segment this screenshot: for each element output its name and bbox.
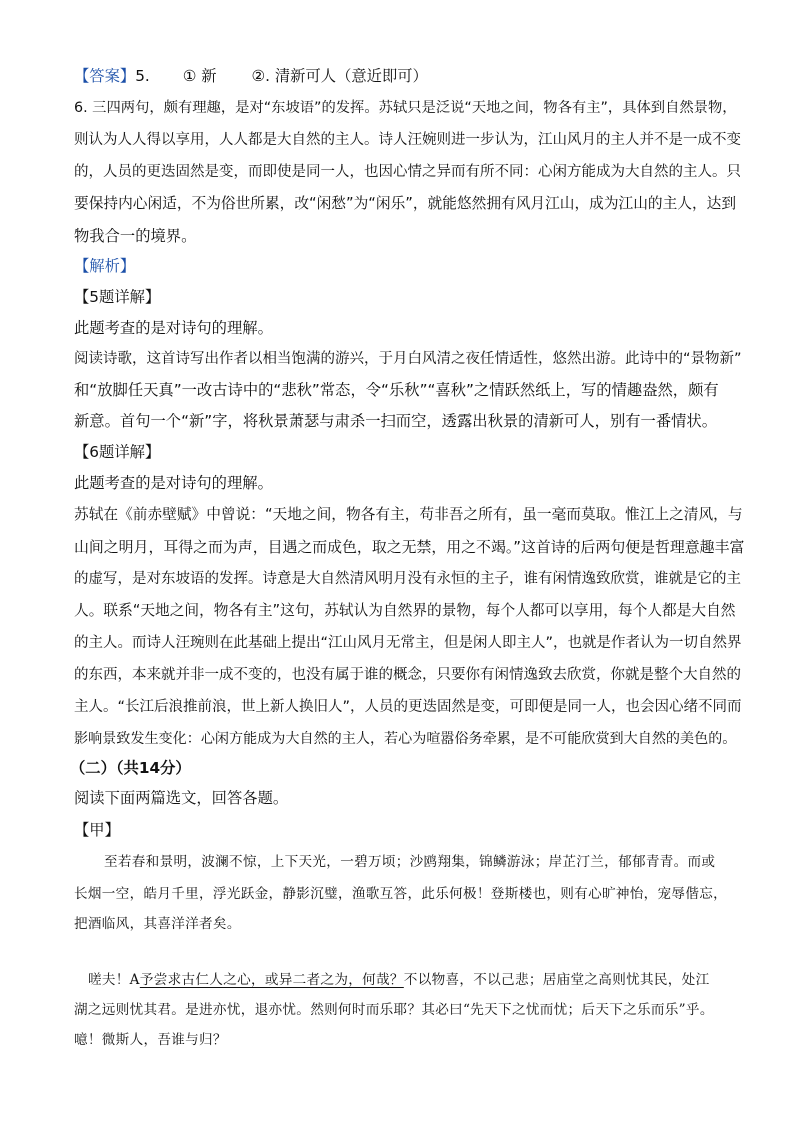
q6-detail-line: 此题考查的是对诗句的理解。 — [74, 474, 273, 492]
passage-line: 长烟一空，皓月千里，浮光跃金，静影沉璧，渔歌互答，此乐何极！登斯楼也，则有心旷神怡，宠辱偕忘， — [74, 886, 728, 902]
q5-detail-line: 新意。首句一个“新”字，将秋景萧瑟与肃杀一扫而空，透露出秋景的清新可人，别有一番情状。 — [74, 412, 718, 430]
underlined-sentence-a: 予尝求古仁人之心，或异二者之为，何哉？ — [139, 972, 404, 988]
section-instruction: 阅读下面两篇选文，回答各题。 — [74, 789, 289, 807]
answer-label: 【答案】 — [74, 67, 136, 85]
passage-line: 湖之远则忧其君。是进亦忧，退亦忧。然则何时而乐耶？其必曰“先天下之忧而忧；后天下之乐而乐”乎。 — [74, 1002, 714, 1018]
q6-detail-line: 影响景致发生变化：心闲方能成为大自然的主人，若心为喧嚣俗务牵累，是不可能欣赏到大自然的美色的。 — [74, 731, 737, 747]
q6-detail-line: 的虚写，是对东坡语的发挥。诗意是大自然清风明月没有永恒的主子，谁有闲情逸致欣赏，谁就是它的主 — [74, 571, 741, 587]
passage-line: 把酒临风，其喜洋洋者矣。 — [74, 916, 241, 932]
q5-detail-line: 此题考查的是对诗句的理解。 — [74, 319, 273, 337]
q5-option-2: ②. 清新可人（意近即可） — [251, 67, 428, 85]
analysis-label: 【解析】 — [74, 257, 136, 275]
q5-detail-heading: 【5题详解】 — [74, 288, 161, 306]
q6-detail-line: 的主人。而诗人汪琬则在此基础上提出“江山风月无常主，但是闲人即主人”，也就是作者认为一切自然界 — [74, 635, 742, 651]
passage-line: 至若春和景明，波澜不惊，上下天光，一碧万顷；沙鸥翔集，锦鳞游泳；岸芷汀兰，郁郁青青。而或 — [104, 854, 716, 870]
q6-detail-line: 主人。“长江后浪推前浪，世上新人换旧人”，人员的更迭固然是变，可即便是同一人，也会因心绪不同而 — [74, 699, 742, 715]
q6-answer-line: 6. 三四两句，颇有理趣，是对“东坡语”的发挥。苏轼只是泛说“天地之间，物各有主”，具体到自然景物， — [74, 100, 737, 116]
q5-option-1: ① 新 — [182, 67, 217, 85]
q5-number: 5. — [135, 67, 150, 85]
q5-detail-line: 和“放脚任天真”一改古诗中的“悲秋”常态，令“乐秋”“喜秋”之情跃然纸上，写的情趣盎然，颇有 — [74, 381, 719, 399]
q6-answer-line: 的，人员的更迭固然是变，而即使是同一人，也因心情之异而有所不同：心闲方能成为大自然的主人。只 — [74, 164, 741, 180]
answer-line — [74, 66, 428, 86]
passage-line: 噫！微斯人，吾谁与归？ — [74, 1032, 227, 1048]
q5-detail-line: 阅读诗歌，这首诗写出作者以相当饱满的游兴，于月白风清之夜任情适性，悠然出游。此诗中的“景物新” — [74, 351, 742, 367]
jia-label: 【甲】 — [74, 821, 120, 839]
passage-text: 嗟夫！A — [88, 972, 140, 988]
q6-detail-line: 山间之明月，耳得之而为声，目遇之而成色，取之无禁，用之不竭。”这首诗的后两句便是哲理意趣丰富 — [74, 538, 745, 556]
q6-answer-line: 要保持内心闲适，不为俗世所累，改“闲愁”为“闲乐”，就能悠然拥有风月江山，成为江山的主人，达到 — [74, 195, 737, 212]
section-heading: （二）（共14分） — [70, 759, 191, 777]
passage-line — [88, 970, 709, 990]
q6-detail-line: 的东西，本来就并非一成不变的，也没有属于谁的概念，只要你有闲情逸致去欣赏，你就是整个大自然的 — [74, 667, 741, 683]
q6-detail-heading: 【6题详解】 — [74, 443, 161, 461]
q6-detail-line: 人。联系“天地之间，物各有主”这句，苏轼认为自然界的景物，每个人都可以享用，每个人都是大自然 — [74, 602, 736, 619]
q6-answer-line: 则认为人人得以享用，人人都是大自然的主人。诗人汪婉则进一步认为，江山风月的主人并不是一成不变 — [74, 132, 741, 148]
passage-text: 不以物喜，不以己悲；居庙堂之高则忧其民，处江 — [403, 972, 710, 988]
q6-detail-line: 苏轼在《前赤壁赋》中曾说：“天地之间，物各有主，苟非吾之所有，虽一毫而莫取。惟江上之清风，与 — [74, 506, 743, 523]
q6-answer-line: 物我合一的境界。 — [74, 227, 197, 245]
